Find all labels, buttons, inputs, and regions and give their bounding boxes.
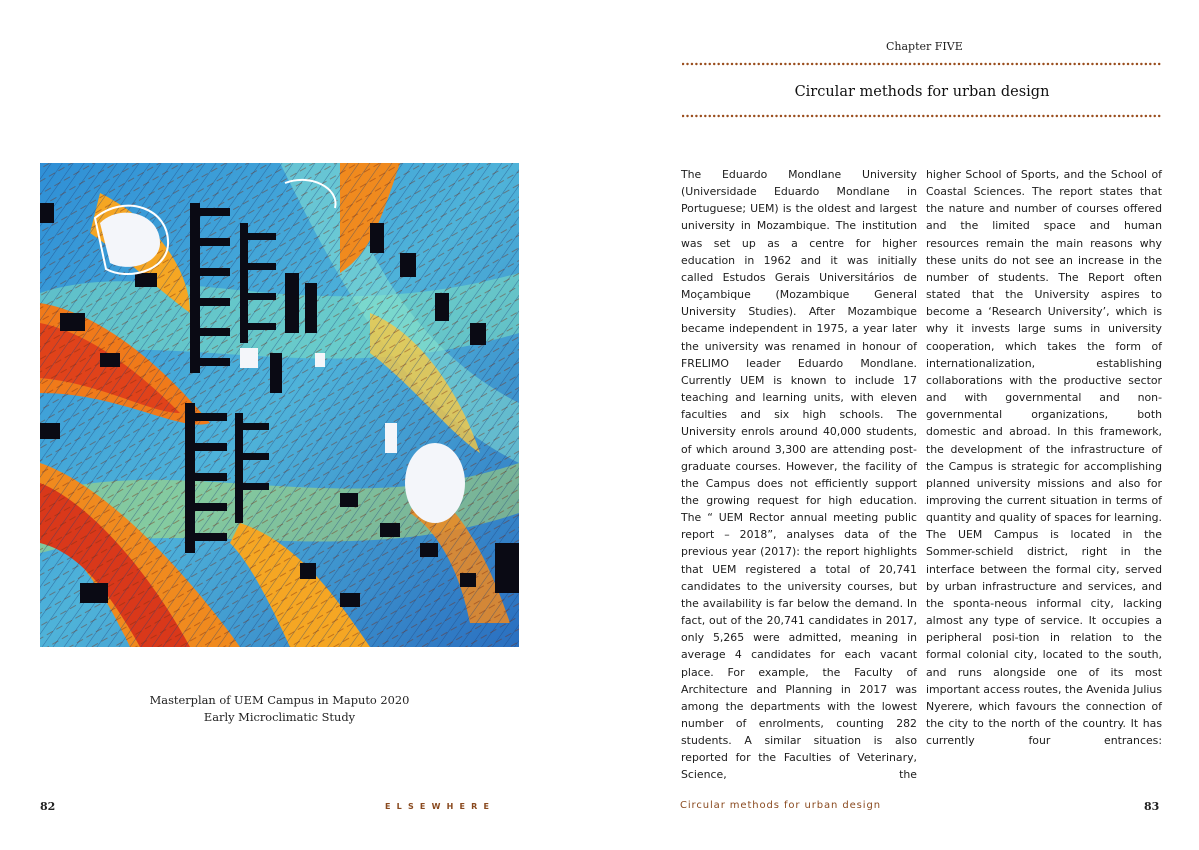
running-head-left: ELSEWHERE [385,802,496,811]
caption-line-1: Masterplan of UEM Campus in Maputo 2020 [149,693,410,707]
body-paragraph: higher School of Sports, and the School of Coastal Sciences. The report states that the nature and number of courses offered and the limited space and human resources remain the main reasons why these units do not see an increase in the number of students. The Report often stated that the University aspires to become a ‘Research University’, which is why it invests large sums in university cooperation, which takes the form of internationalization, establishing collaborations with the productive sector and with governmental and non-governmental organizations, both domestic and abroad. In this framework, the development of the infrastructure of the Campus is strategic for accomplishing planned university missions and also for improving the current situation in terms of quantity and quality of spaces for learning. [926,168,1162,525]
left-page [0,0,599,850]
figure-caption [40,692,519,726]
body-column-2 [926,166,1162,749]
running-head-right: Circular methods for urban design [680,800,881,811]
right-page [600,0,1199,850]
chapter-label: Chapter FIVE [886,40,963,53]
body-column-1 [681,166,917,784]
caption-line-2: Early Microclimatic Study [203,710,356,724]
dotted-rule-bottom [682,114,1162,118]
body-paragraph: The UEM Campus is located in the Sommer-schield district, right in the interface between the formal city, served by urban infrastructure and services, and the sponta-neous informal city, lacking almost any type of service. It occupies a peripheral posi-tion in relation to the formal colonial city, located to the south, and runs alongside one of its most important access routes, the Avenida Julius Nyerere, which favours the connection of the city to the north of the country. It has currently four entrances: [926,528,1162,748]
page-number-left: 82 [40,800,56,813]
microclimate-heatmap-icon [40,163,519,647]
page-number-right: 83 [1144,800,1160,813]
body-paragraph: The Eduardo Mondlane University (Universidade Eduardo Mondlane in Portuguese; UEM) is the oldest and largest university in Mozambique. The institution was set up as a centre for higher education in 1962 and it was initially called Estudos Gerais Universitários de Moçambique (Mozambique General University Studies). After Mozambique became independent in 1975, a year later the university was renamed in honour of FRELIMO leader Eduardo Mondlane. Currently UEM is known to include 17 teaching and learning units, with eleven faculties and six high schools. The University enrols around 40,000 students, of which around 3,300 are attending post- graduate courses. However, the facility of the Campus does not efficiently support the growing request for high education. The “ UEM Rector annual meeting public report – 2018”, analyses data of the previous year (2017): the report highlights that UEM registered a total of 20,741 candidates to the university courses, but the availability is far below the demand. In fact, out of the 20,741 candidates in 2017, only 5,265 were admitted, meaning in average 4 candidates for each vacant place. For example, the Faculty of Architecture and Planning in 2017 was among the departments with the lowest number of enrolments, counting 282 students. A similar situation is also reported for the Faculties of Veterinary, Science, the [681,168,917,782]
dotted-rule-top [682,62,1162,66]
chapter-title: Circular methods for urban design [794,84,1050,100]
microclimate-map-image [40,163,519,647]
